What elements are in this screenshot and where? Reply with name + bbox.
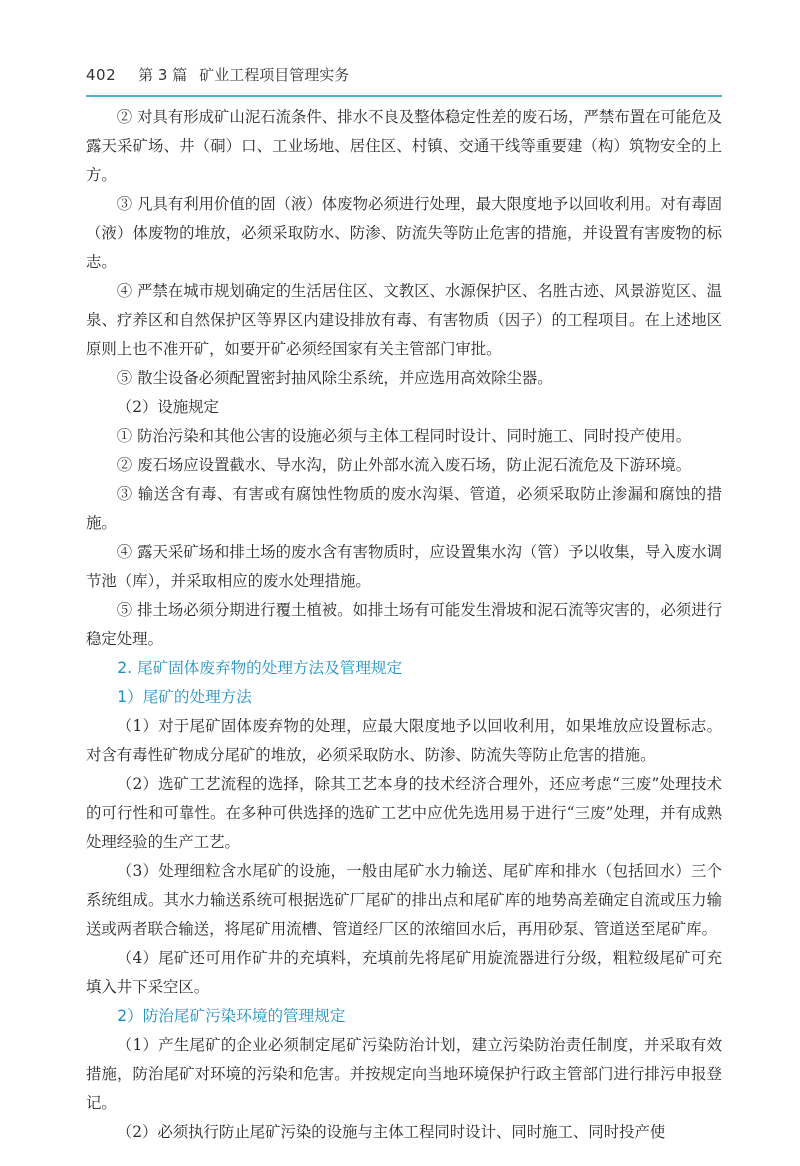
body-paragraph: （2）必须执行防止尾矿污染的设施与主体工程同时设计、同时施工、同时投产使 [116, 1123, 666, 1141]
body-paragraph: ② 废石场应设置截水、导水沟，防止外部水流入废石场，防止泥石流危及下游环境。 [116, 456, 692, 474]
body-paragraph: （2）设施规定 [116, 398, 219, 416]
body-paragraph: （4）尾矿还可用作矿井的充填料，充填前先将尾矿用旋流器进行分级，粗粒级尾矿可充填入井下采空区。 [86, 949, 722, 996]
body-paragraph: ② 对具有形成矿山泥石流条件、排水不良及整体稳定性差的废石场，严禁布置在可能危及露天采矿场、井（硐）口、工业场地、居住区、村镇、交通干线等重要建（构）筑物安全的上方。 [86, 108, 722, 184]
header-rule [86, 95, 722, 97]
page-body [86, 103, 722, 1147]
section-heading: 1）尾矿的处理方法 [117, 688, 252, 706]
body-paragraph: ④ 露天采矿场和排土场的废水含有害物质时，应设置集水沟（管）予以收集，导入废水调节池（库），并采取相应的废水处理措施。 [86, 543, 722, 590]
body-paragraph: ① 防治污染和其他公害的设施必须与主体工程同时设计、同时施工、同时投产使用。 [116, 427, 692, 445]
section-heading: 2）防治尾矿污染环境的管理规定 [117, 1007, 346, 1025]
body-paragraph: ③ 凡具有利用价值的固（液）体废物必须进行处理，最大限度地予以回收利用。对有毒固（液）体废物的堆放，必须采取防水、防渗、防流失等防止危害的措施，并设置有害废物的标志。 [86, 195, 722, 271]
body-paragraph: ⑤ 排土场必须分期进行覆土植被。如排土场有可能发生滑坡和泥石流等灾害的，必须进行稳定处理。 [86, 601, 722, 648]
running-title: 矿业工程项目管理实务 [199, 66, 350, 84]
body-paragraph: （1）对于尾矿固体废弃物的处理，应最大限度地予以回收利用，如果堆放应设置标志。对含有毒性矿物成分尾矿的堆放，必须采取防水、防渗、防流失等防止危害的措施。 [86, 717, 722, 764]
body-paragraph: （3）处理细粒含水尾矿的设施，一般由尾矿水力输送、尾矿库和排水（包括回水）三个系统组成。其水力输送系统可根据选矿厂尾矿的排出点和尾矿库的地势高差确定自流或压力输送或两者联合输送，将尾矿用流槽、管道经厂区的浓缩回水后，再用砂泵、管道送至尾矿库。 [86, 862, 722, 938]
page-header [86, 64, 722, 85]
body-paragraph: （1）产生尾矿的企业必须制定尾矿污染防治计划，建立污染防治责任制度，并采取有效措施，防治尾矿对环境的污染和危害。并按规定向当地环境保护行政主管部门进行排污申报登记。 [86, 1036, 722, 1112]
body-paragraph: ⑤ 散尘设备必须配置密封抽风除尘系统，并应选用高效除尘器。 [116, 369, 553, 387]
chapter-label: 第 3 篇 [138, 66, 188, 84]
section-heading: 2. 尾矿固体废弃物的处理方法及管理规定 [117, 659, 403, 677]
body-paragraph: ③ 输送含有毒、有害或有腐蚀性物质的废水沟渠、管道，必须采取防止渗漏和腐蚀的措施。 [86, 485, 722, 532]
page-number: 402 [86, 66, 117, 84]
body-paragraph: （2）选矿工艺流程的选择，除其工艺本身的技术经济合理外，还应考虑“三废”处理技术的可行性和可靠性。在多种可供选择的选矿工艺中应优先选用易于进行“三废”处理，并有成熟处理经验的生产工艺。 [86, 775, 722, 851]
body-paragraph: ④ 严禁在城市规划确定的生活居住区、文教区、水源保护区、名胜古迹、风景游览区、温泉、疗养区和自然保护区等界区内建设排放有毒、有害物质（因子）的工程项目。在上述地区原则上也不准开矿，如要开矿必须经国家有关主管部门审批。 [86, 282, 722, 358]
